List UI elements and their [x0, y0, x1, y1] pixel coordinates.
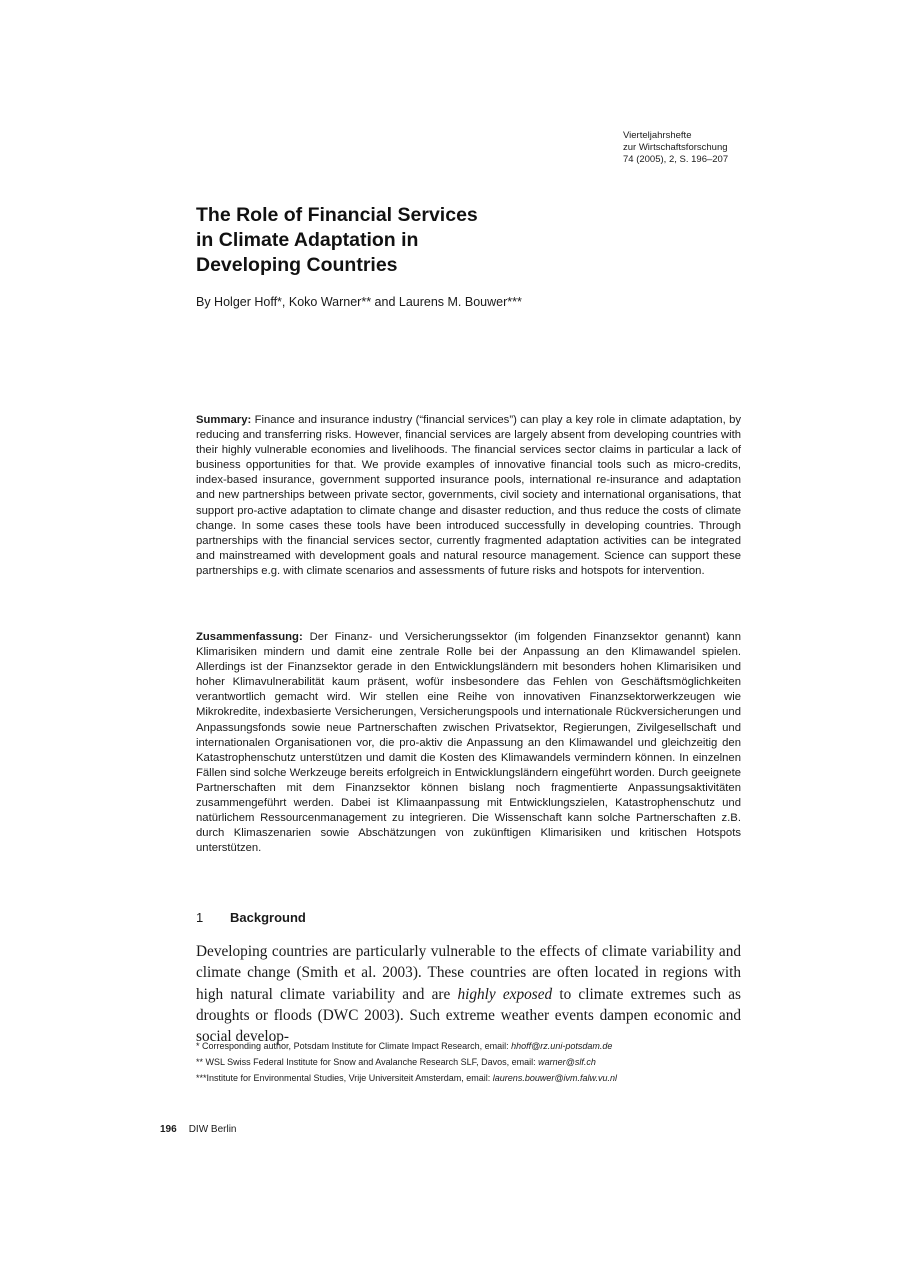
- page-footer: [160, 1123, 236, 1136]
- footnote-1: [196, 1038, 756, 1054]
- title-line-3: Developing Countries: [196, 254, 398, 276]
- body-paragraph: [196, 941, 741, 1047]
- summary-text: Finance and insurance industry (“financial services”) can play a key role in climate adaptation, by reducing and transferring risks. However, financial services are largely absent from developing countries with their highly vulnerable economies and livelihoods. The financial services sector claims in particular a lack of business opportunities for that. We provide examples of innovative financial tools such as micro-credits, index-based insurance, government supported insurance pools, international re-insurance and adaptation and new partnerships between private sector, governments, civil society and international organisations, that support pro-active adaptation to climate change and disaster reduction, and thus reduce the costs of climate change. In some cases these tools have been introduced successfully in developing countries. Through partnerships with the financial services sector, currently fragmented adaptation activities can be integrated and mainstreamed with development goals and natural resource management. Science can support these partnerships e.g. with climate scenarios and assessments of future risks and hotspots for intervention.: [196, 414, 742, 577]
- paper-title: [196, 203, 616, 278]
- journal-volume: 74 (2005), 2, S. 196–207: [623, 154, 729, 165]
- footnote-3-email: laurens.bouwer@ivm.falw.vu.nl: [492, 1073, 617, 1083]
- author-list: By Holger Hoff*, Koko Warner** and Laurens M. Bouwer***: [196, 295, 522, 309]
- section-title: Background: [230, 910, 306, 925]
- footnote-1-text: * Corresponding author, Potsdam Institute for Climate Impact Research, email:: [196, 1041, 512, 1051]
- footnote-3-text: ***Institute for Environmental Studies, Vrije Universiteit Amsterdam, email:: [196, 1073, 493, 1083]
- body-emphasis: highly exposed: [457, 985, 553, 1003]
- zusammenfassung-label: Zusammenfassung:: [196, 631, 303, 643]
- section-heading: [196, 910, 306, 926]
- summary-label: Summary:: [196, 414, 252, 426]
- footnote-1-email: hhoff@rz.uni-potsdam.de: [511, 1041, 613, 1051]
- footnotes: [196, 1038, 756, 1086]
- zusammenfassung-text: Der Finanz- und Versicherungssektor (im folgenden Finanzsektor genannt) kann Klimarisiken mindern und damit eine zentrale Rolle bei der Anpassung an den Klimawandel spielen. Allerdings ist der Finanzsektor gerade in den Entwicklungsländern mit besonders hohen Klimarisiken und hoher Klimavulnerabilität kaum präsent, wofür insbesondere das Fehlen von Geschäftsmöglichkeiten verantwortlich gemacht wird. Wir stellen eine Reihe von innovativen Finanzsektorwerkzeugen wie Mikrokredite, indexbasierte Versicherungen, Versicherungspools und internationale Rückversicherungen und Anpassungsfonds sowie neue Partnerschaften zwischen Privatsektor, Regierungen, Zivilgesellschaft und internationalen Organisationen vor, die pro-aktiv die Anpassung an den Klimawandel und gleichzeitig den Katastrophenschutz unterstützen und damit die Kosten des Klimawandels vermindern können. In einzelnen Fällen sind solche Werkzeuge bereits erfolgreich in Entwicklungsländern eingeführt worden. Durch geeignete Partnerschaften mit dem Finanzsektor können bislang noch fragmentierte Anpassungsaktivitäten zusammengeführt werden. Dabei ist Klimaanpassung mit Entwicklungszielen, Katastrophenschutz und natürlichem Ressourcenmanagement zu integrieren. Die Wissenschaft kann solche Partnerschaften z.B. durch Klimaszenarien sowie Abschätzungen von zukünftigen Klimarisiken und kritischen Hotspots unterstützen.: [196, 631, 741, 855]
- zusammenfassung-abstract: [196, 630, 741, 856]
- summary-abstract: [196, 413, 741, 579]
- page-number: 196: [160, 1124, 177, 1135]
- journal-info: [623, 130, 728, 166]
- footnote-2: [196, 1054, 756, 1070]
- title-line-2: in Climate Adaptation in: [196, 229, 419, 251]
- body-text-part1: Developing countries are particularly vulnerable to the effects of climate variability and climate change (Smith et al. 2003). These countries are often located in regions with high natural climate variability and are: [196, 943, 741, 1003]
- body-text-part2: to climate extremes such as droughts or floods (DWC 2003). Such extreme weather events dampen economic and social develop-: [196, 985, 742, 1046]
- footnote-3: [196, 1070, 756, 1086]
- footnote-2-email: warner@slf.ch: [538, 1057, 596, 1067]
- journal-name-line1: Vierteljahrshefte: [623, 130, 692, 141]
- footnote-2-text: ** WSL Swiss Federal Institute for Snow and Avalanche Research SLF, Davos, email:: [196, 1057, 539, 1067]
- section-number: 1: [196, 910, 204, 925]
- journal-name-line2: zur Wirtschaftsforschung: [623, 142, 728, 153]
- title-line-1: The Role of Financial Services: [196, 204, 478, 226]
- publisher-name: DIW Berlin: [188, 1124, 237, 1135]
